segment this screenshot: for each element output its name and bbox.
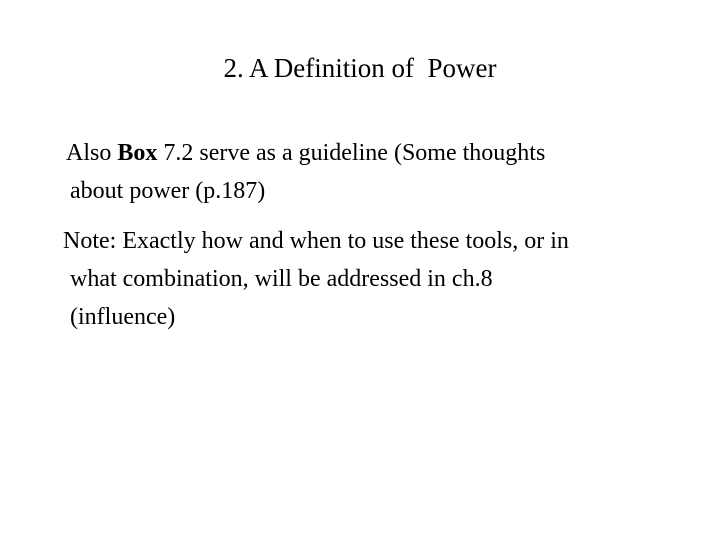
slide-title: 2. A Definition of Power <box>223 53 497 83</box>
paragraph-line: (influence) <box>70 304 176 330</box>
paragraph-line: Note: Exactly how and when to use these tools, or in <box>63 228 569 254</box>
paragraph-line: about power (p.187) <box>70 178 266 204</box>
text-segment: Also <box>66 140 118 166</box>
paragraph-box-guideline <box>66 134 686 210</box>
bold-term-box: Box <box>117 140 158 166</box>
paragraph-note <box>63 222 703 336</box>
paragraph-line <box>66 134 686 172</box>
text-segment: 7.2 serve as a guideline (Some thoughts <box>157 140 546 166</box>
paragraph-line: what combination, will be addressed in ch.8 <box>70 266 493 292</box>
